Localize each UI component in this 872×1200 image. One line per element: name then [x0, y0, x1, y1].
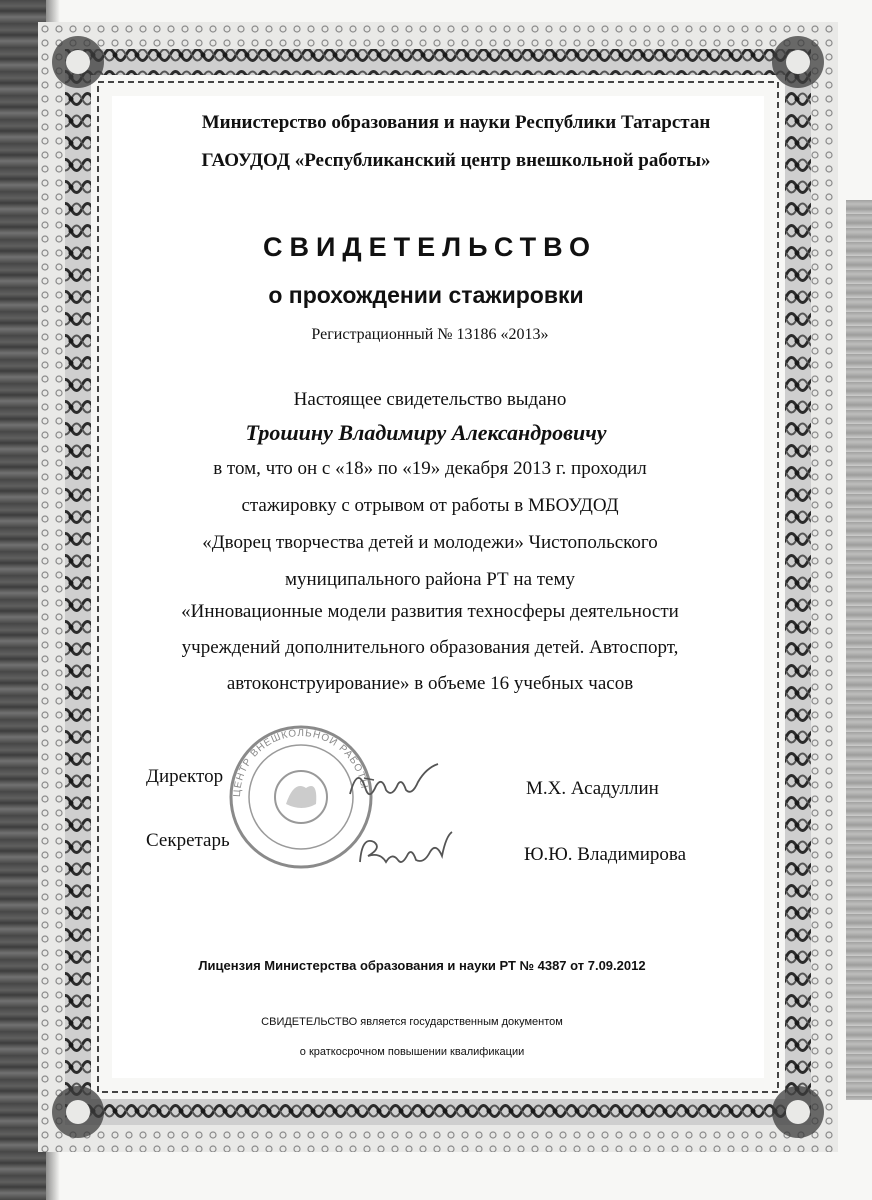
- certificate-title: СВИДЕТЕЛЬСТВО: [263, 232, 597, 262]
- recipient-name: Трошину Владимиру Александровичу: [245, 420, 607, 445]
- body-line: учреждений дополнительного образования детей. Автоспорт,: [181, 637, 679, 658]
- ministry-heading: Министерство образования и науки Республики Татарстан: [201, 112, 711, 133]
- seal-text: ЦЕНТР ВНЕШКОЛЬНОЙ РАБОТЫ: [231, 727, 370, 798]
- footer-note-line1: СВИДЕТЕЛЬСТВО является государственным документом: [261, 1016, 563, 1028]
- certificate-subtitle: о прохождении стажировки: [268, 282, 584, 308]
- body-line: «Инновационные модели развития техносферы деятельности: [181, 601, 679, 622]
- secretary-title: Секретарь: [146, 830, 230, 851]
- body-line: «Дворец творчества детей и молодежи» Чистопольского: [202, 532, 658, 553]
- body-line: в том, что он с «18» по «19» декабря 2013 г. проходил: [213, 458, 647, 479]
- body-line: автоконструирование» в объеме 16 учебных часов: [226, 673, 634, 694]
- footer-note-line2: о краткосрочном повышении квалификации: [299, 1046, 525, 1058]
- secretary-name: Ю.Ю. Владимирова: [524, 844, 687, 865]
- director-signature: [340, 756, 450, 816]
- registration-number: Регистрационный № 13186 «2013»: [311, 326, 549, 343]
- organization-heading: ГАОУДОД «Республиканский центр внешкольной работы»: [201, 150, 711, 171]
- director-title: Директор: [146, 766, 224, 787]
- body-line: стажировку с отрывом от работы в МБОУДОД: [241, 495, 619, 516]
- license-line: Лицензия Министерства образования и науки РТ № 4387 от 7.09.2012: [198, 958, 646, 973]
- director-name: М.Х. Асадуллин: [526, 778, 659, 799]
- body-line: муниципального района РТ на тему: [284, 569, 576, 590]
- secretary-signature: [352, 822, 462, 882]
- issued-to-label: Настоящее свидетельство выдано: [293, 389, 567, 410]
